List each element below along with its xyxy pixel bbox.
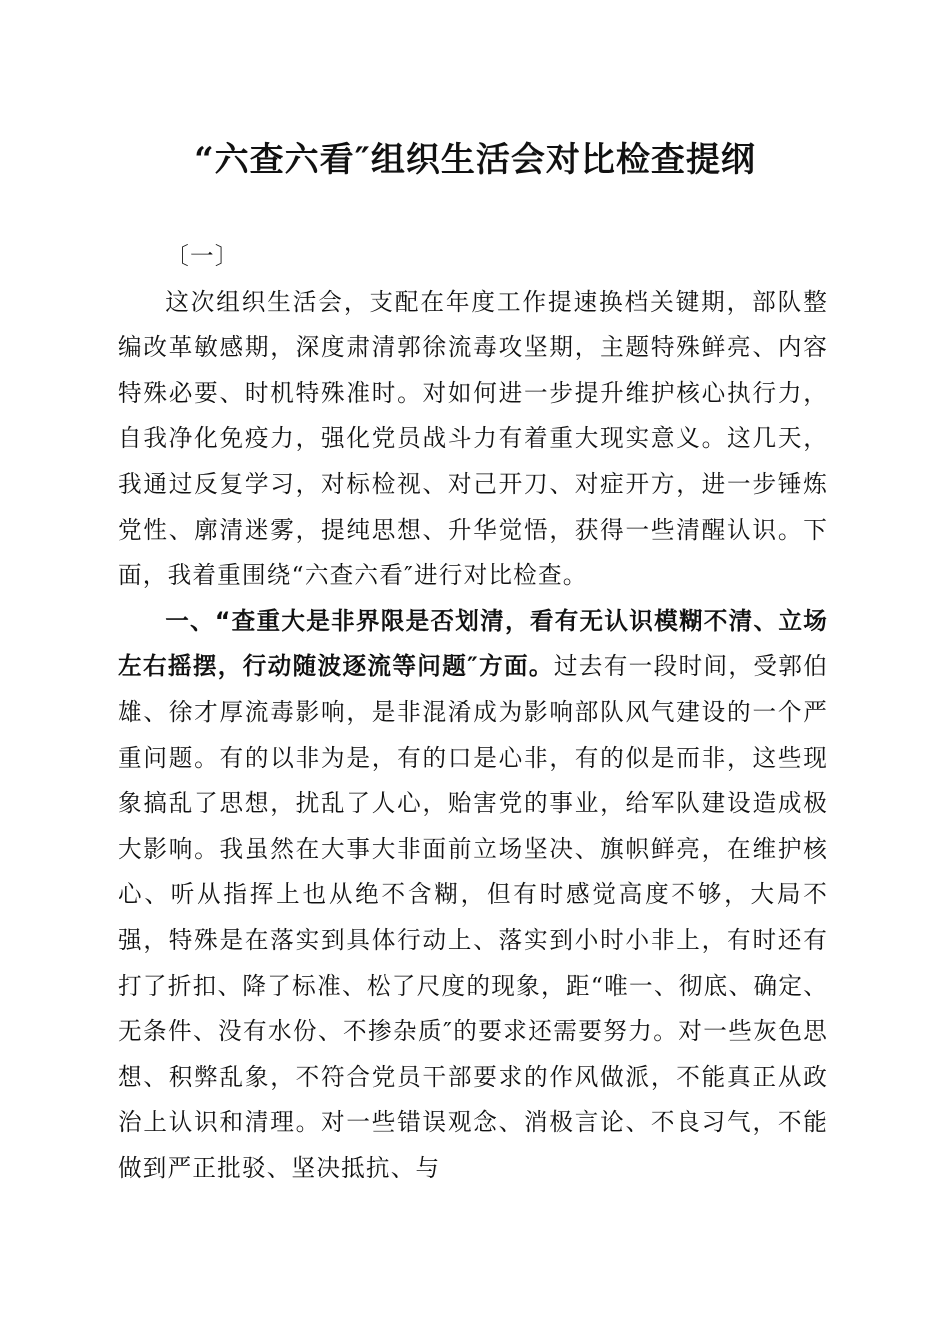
document-title: “六查六看″组织生活会对比检查提纲 [194,140,756,180]
document-body [118,234,828,1191]
section-one-heading: 一、“查重大是非界限是否划清，看有无认识模糊不清、立场左右摇摆，行动随波逐流等问题″方面。 [118,606,828,681]
section-one-paragraph [118,599,828,1192]
section-marker: 〔一〕 [165,242,240,270]
intro-paragraph: 这次组织生活会，支配在年度工作提速换档关键期，部队整编改革敏感期，深度肃清郭徐流毒攻坚期，主题特殊鲜亮、内容特殊必要、时机特殊准时。对如何进一步提升维护核心执行力，自我净化免疫力，强化党员战斗力有着重大现实意义。这几天，我通过反复学习，对标检视、对己开刀、对症开方，进一步锤炼党性、廓清迷雾，提纯思想、升华觉悟，获得一些清醒认识。下面，我着重围绕“六查六看″进行对比检查。 [118,287,828,590]
section-one-body: 过去有一段时间，受郭伯雄、徐才厚流毒影响，是非混淆成为影响部队风气建设的一个严重问题。有的以非为是，有的口是心非，有的似是而非，这些现象搞乱了思想，扰乱了人心，贻害党的事业，给军队建设造成极大影响。我虽然在大事大非面前立场坚决、旗帜鲜亮，在维护核心、听从指挥上也从绝不含糊，但有时感觉高度不够，大局不强，特殊是在落实到具体行动上、落实到小时小非上，有时还有打了折扣、降了标准、松了尺度的现象，距“唯一、彻底、确定、无条件、没有水份、不掺杂质″的要求还需要努力。对一些灰色思想、积弊乱象，不符合党员干部要求的作风做派，不能真正从政治上认识和清理。对一些错误观念、消极言论、不良习气，不能做到严正批驳、坚决抵抗、与 [118,652,828,1182]
